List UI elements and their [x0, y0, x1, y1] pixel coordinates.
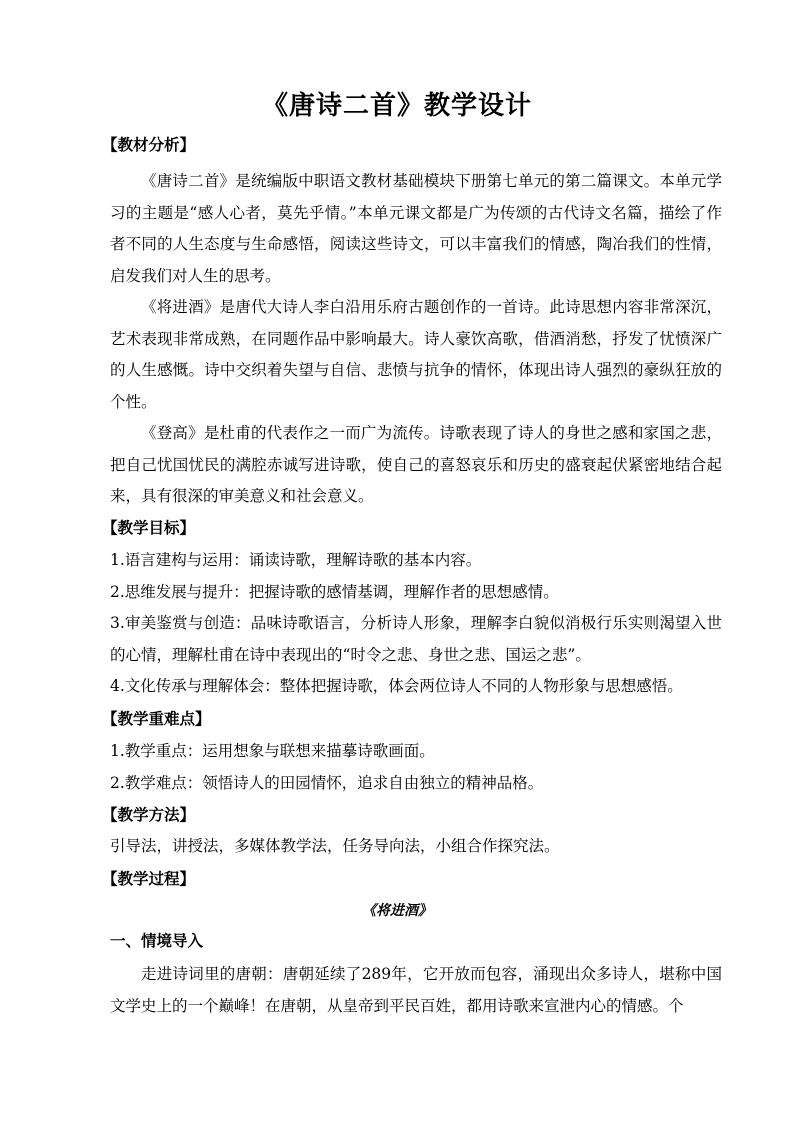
- key-point-item-2: 2.教学难点：领悟诗人的田园情怀，追求自由独立的精神品格。: [110, 774, 544, 792]
- goal-item-3: 3.审美鉴赏与创造：品味诗歌语言，分析诗人形象，理解李白貌似消极行乐实则渴望入世的心情，理解杜甫在诗中表现出的“时令之悲、身世之悲、国运之悲”。: [110, 614, 722, 664]
- process-part1-heading: 一、情境导入: [110, 931, 204, 950]
- process-subtitle: 《将进酒》: [362, 903, 432, 919]
- heading-methods: 【教学方法】: [102, 805, 196, 824]
- process-part1-text: 走进诗词里的唐朝：唐朝延续了289年，它开放而包容，涌现出众多诗人，堪称中国文学史上的一个巅峰！在唐朝，从皇帝到平民百姓，都用诗歌来宣泄内心的情感。个: [110, 965, 722, 1015]
- methods-text: 引导法，讲授法，多媒体教学法，任务导向法，小组合作探究法。: [110, 837, 560, 855]
- goal-item-2: 2.思维发展与提升：把握诗歌的感情基调，理解作者的思想感情。: [110, 583, 559, 601]
- heading-analysis: 【教材分析】: [102, 135, 196, 154]
- analysis-paragraph-3: 《登高》是杜甫的代表作之一而广为流传。诗歌表现了诗人的身世之感和家国之悲，把自己忧国忧民的满腔赤诚写进诗歌，使自己的喜怒哀乐和历史的盛衰起伏紧密地结合起来，具有很深的审美意义和社会意义。: [110, 424, 722, 505]
- heading-key-points: 【教学重难点】: [102, 709, 211, 728]
- analysis-paragraph-2: 《将进酒》是唐代大诗人李白沿用乐府古题创作的一首诗。此诗思想内容非常深沉，艺术表现非常成熟，在同题作品中影响最大。诗人豪饮高歌，借酒消愁，抒发了忧愤深广的人生感慨。诗中交织着失望与自信、悲愤与抗争的情怀，体现出诗人强烈的豪纵狂放的个性。: [110, 298, 722, 411]
- goal-item-1: 1.语言建构与运用：诵读诗歌，理解诗歌的基本内容。: [110, 551, 482, 569]
- document-title: 《唐诗二首》教学设计: [261, 91, 532, 121]
- goal-item-4: 4.文化传承与理解体会：整体把握诗歌，体会两位诗人不同的人物形象与思想感悟。: [110, 677, 683, 695]
- analysis-paragraph-1: 《唐诗二首》是统编版中职语文教材基础模块下册第七单元的第二篇课文。本单元学习的主题是“感人心者，莫先乎情。”本单元课文都是广为传颂的古代诗文名篇，描绘了作者不同的人生态度与生命感悟，阅读这些诗文，可以丰富我们的情感，陶冶我们的性情，启发我们对人生的思考。: [110, 172, 722, 285]
- heading-goals: 【教学目标】: [102, 518, 196, 537]
- heading-process: 【教学过程】: [102, 869, 196, 888]
- key-point-item-1: 1.教学重点：运用想象与联想来描摹诗歌画面。: [110, 742, 435, 760]
